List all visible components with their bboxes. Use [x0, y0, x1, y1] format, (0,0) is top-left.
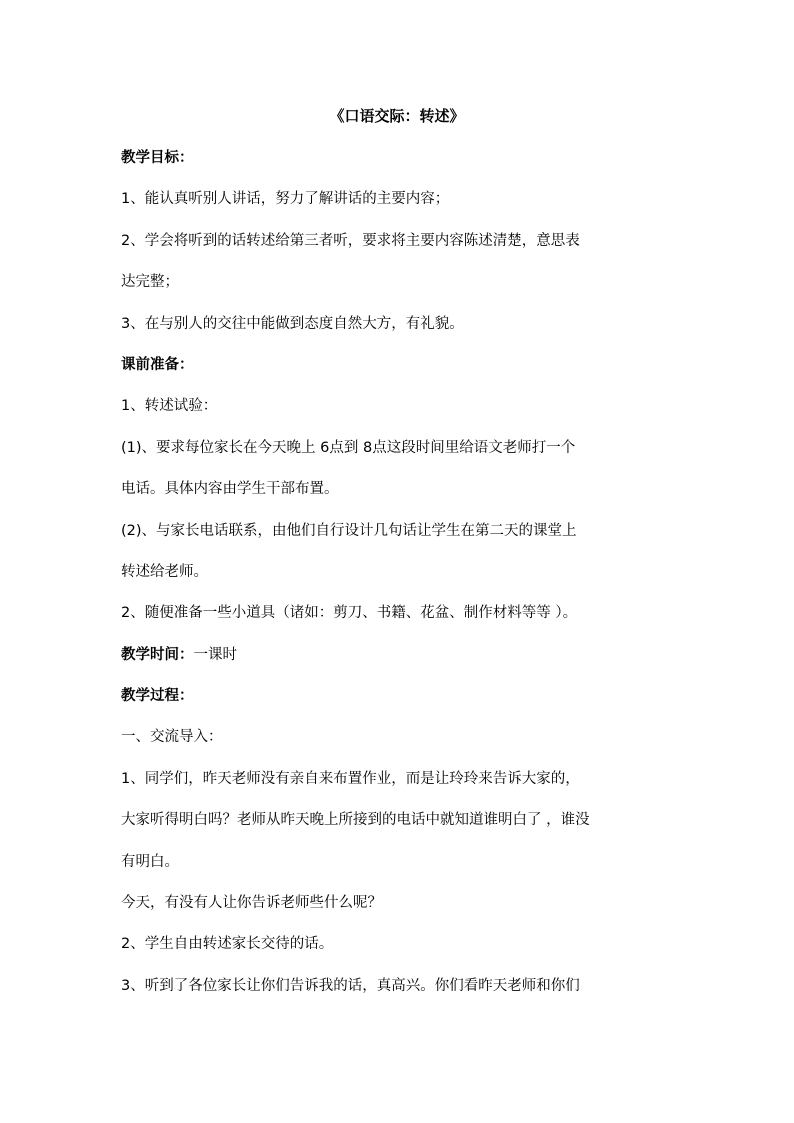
paragraph-line: 一、交流导入：	[121, 729, 223, 746]
paragraph-line: 2、学会将听到的话转述给第三者听，要求将主要内容陈述清楚，意思表	[121, 232, 580, 249]
paragraph-line: 达完整；	[121, 274, 179, 291]
section-heading: 课前准备：	[121, 356, 194, 373]
paragraph-line: 2、随便准备一些小道具（诸如：剪刀、书籍、花盆、制作材料等等 ）。	[121, 605, 578, 622]
section-heading: 教学目标：	[121, 150, 194, 166]
paragraph-line: 有明白。	[121, 853, 179, 870]
paragraph-line: (1)、要求每位家长在今天晚上 6点到 8点这段时间里给语文老师打一个	[121, 439, 576, 456]
heading-value: 一课时	[193, 646, 237, 663]
paragraph-line: 3、听到了各位家长让你们告诉我的话，真高兴。你们看昨天老师和你们	[121, 977, 580, 994]
paragraph-line: 电话。具体内容由学生干部布置。	[121, 481, 339, 498]
paragraph-line: (2)、与家长电话联系，由他们自行设计几句话让学生在第二天的课堂上	[121, 522, 577, 539]
paragraph-line: 1、转述试验：	[121, 398, 218, 415]
paragraph-line: 3、在与别人的交往中能做到态度自然大方，有礼貌。	[121, 315, 464, 332]
paragraph-line: 今天，有没有人让你告诉老师些什么呢？	[121, 895, 382, 912]
section-heading: 教学过程：	[121, 688, 194, 705]
paragraph-line: 大家听得明白吗？老师从昨天晚上所接到的电话中就知道谁明白了 ，谁没	[121, 812, 590, 829]
paragraph-line: 2、学生自由转述家长交待的话。	[121, 936, 334, 953]
section-heading: 教学时间：	[121, 646, 194, 663]
document-body	[121, 146, 681, 1015]
document-title: 《口语交际：转述》	[329, 107, 465, 125]
paragraph-line: 1、能认真听别人讲话，努力了解讲话的主要内容；	[121, 191, 450, 208]
paragraph-line: 转述给老师。	[121, 563, 208, 580]
paragraph-line: 1、同学们，昨天老师没有亲自来布置作业，而是让玲玲来告诉大家的，	[121, 770, 580, 787]
paragraph-line	[121, 643, 681, 684]
